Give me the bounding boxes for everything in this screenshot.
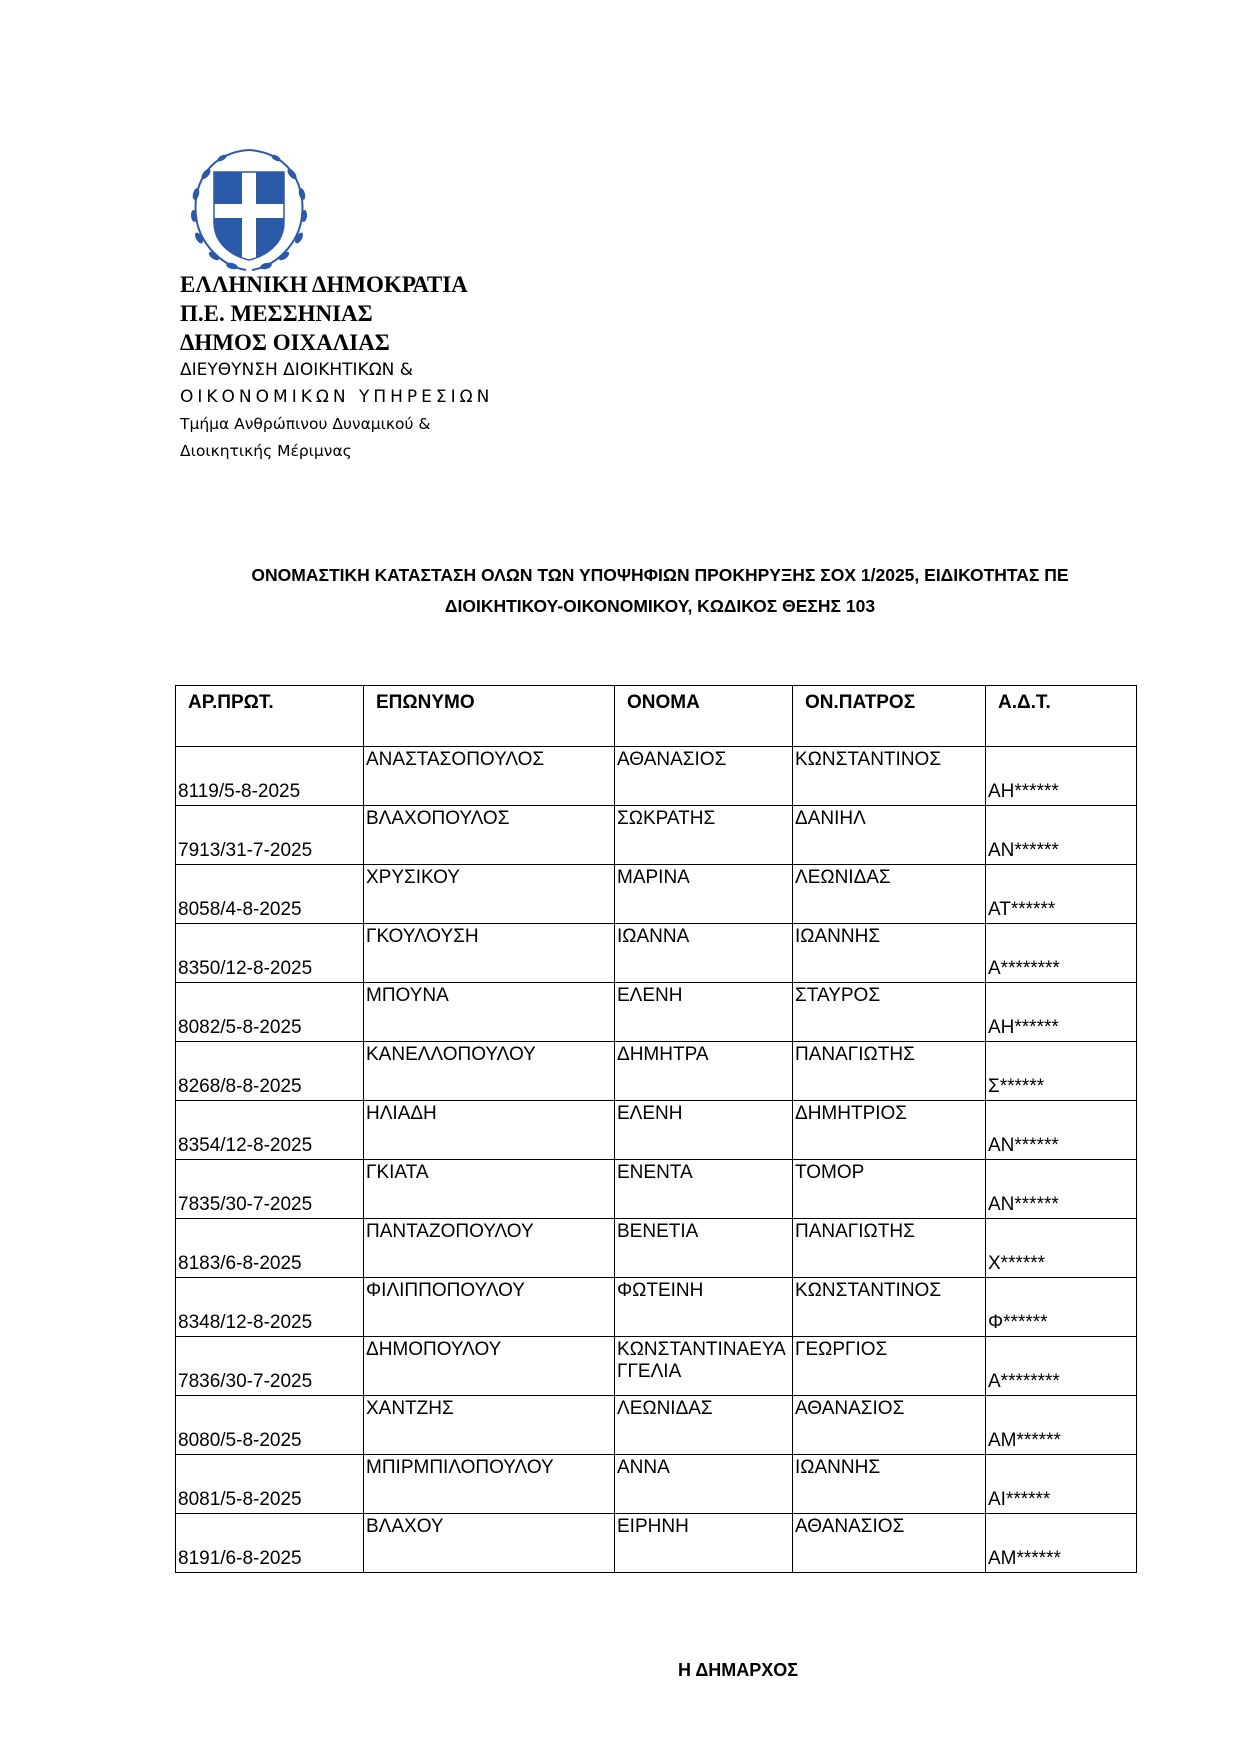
signature-mayor: Η ΔΗΜΑΡΧΟΣ [678,1660,799,1680]
table-row [176,1101,1137,1160]
cell-surname: ΓΚΙΑΤΑ [364,1160,615,1219]
header-surname: ΕΠΩΝΥΜΟ [364,686,615,747]
table-row [176,924,1137,983]
cell-name: ΦΩΤΕΙΝΗ [615,1278,793,1337]
table-row [176,1160,1137,1219]
cell-id-card: Φ****** [986,1278,1137,1337]
table-row [176,1514,1137,1573]
cell-surname: ΜΠΙΡΜΠΙΛΟΠΟΥΛΟΥ [364,1455,615,1514]
cell-name: ΜΑΡΙΝΑ [615,865,793,924]
document-title [120,560,1200,622]
cell-surname: ΒΛΑΧΟΠΟΥΛΟΣ [364,806,615,865]
cell-name: ΕΛΕΝΗ [615,1101,793,1160]
cell-name: ΑΝΝΑ [615,1455,793,1514]
cell-protocol: 8354/12-8-2025 [176,1101,364,1160]
cell-surname: ΦΙΛΙΠΠΟΠΟΥΛΟΥ [364,1278,615,1337]
greek-coat-of-arms-emblem [184,144,314,276]
cell-protocol: 7836/30-7-2025 [176,1337,364,1396]
header-protocol: ΑΡ.ΠΡΩΤ. [176,686,364,747]
directorate-line-1: ΔΙΕΥΘΥΝΣΗ ΔΙΟΙΚΗΤΙΚΩΝ & [180,360,414,380]
cell-surname: ΔΗΜΟΠΟΥΛΟΥ [364,1337,615,1396]
cell-father-name: ΔΗΜΗΤΡΙΟΣ [793,1101,986,1160]
cell-father-name: ΤΟΜΟΡ [793,1160,986,1219]
header-id-card: Α.Δ.Τ. [986,686,1137,747]
cell-father-name: ΑΘΑΝΑΣΙΟΣ [793,1396,986,1455]
cell-protocol: 8058/4-8-2025 [176,865,364,924]
cell-id-card: ΑΗ****** [986,983,1137,1042]
cell-surname: ΓΚΟΥΛΟΥΣΗ [364,924,615,983]
cell-id-card: ΑΗ****** [986,747,1137,806]
cell-surname: ΑΝΑΣΤΑΣΟΠΟΥΛΟΣ [364,747,615,806]
table-row [176,1337,1137,1396]
cell-father-name: ΔΑΝΙΗΛ [793,806,986,865]
cell-name: ΙΩΑΝΝΑ [615,924,793,983]
cell-protocol: 8348/12-8-2025 [176,1278,364,1337]
cell-father-name: ΛΕΩΝΙΔΑΣ [793,865,986,924]
cell-father-name: ΠΑΝΑΓΙΩΤΗΣ [793,1219,986,1278]
cell-protocol: 8183/6-8-2025 [176,1219,364,1278]
title-line-1: ΟΝΟΜΑΣΤΙΚΗ ΚΑΤΑΣΤΑΣΗ ΟΛΩΝ ΤΩΝ ΥΠΟΨΗΦΙΩΝ ΠΡΟΚΗΡΥΞΗΣ ΣΟΧ 1/2025, ΕΙΔΙΚΟΤΗΤΑΣ ΠΕ [251,565,1069,585]
cell-id-card: Α******** [986,924,1137,983]
cell-id-card: Χ****** [986,1219,1137,1278]
table-row [176,1042,1137,1101]
cell-name: ΑΘΑΝΑΣΙΟΣ [615,747,793,806]
cell-name: ΒΕΝΕΤΙΑ [615,1219,793,1278]
cell-name: ΔΗΜΗΤΡΑ [615,1042,793,1101]
cell-name: ΚΩΝΣΤΑΝΤΙΝΑΕΥΑΓΓΕΛΙΑ [615,1337,793,1396]
country-name: ΕΛΛΗΝΙΚΗ ΔΗΜΟΚΡΑΤΙΑ [180,272,468,297]
cell-id-card: ΑΝ****** [986,1160,1137,1219]
cell-protocol: 7913/31-7-2025 [176,806,364,865]
cell-name: ΕΛΕΝΗ [615,983,793,1042]
title-line-2: ΔΙΟΙΚΗΤΙΚΟΥ-ΟΙΚΟΝΟΜΙΚΟΥ, ΚΩΔΙΚΟΣ ΘΕΣΗΣ 103 [444,596,876,616]
office-line-2: Διοικητικής Μέριμνας [180,442,352,460]
cell-father-name: ΑΘΑΝΑΣΙΟΣ [793,1514,986,1573]
table-row [176,1219,1137,1278]
directorate-line-2: ΟΙΚΟΝΟΜΙΚΩΝ ΥΠΗΡΕΣΙΩΝ [180,387,494,407]
table-row [176,865,1137,924]
cell-name: ΕΙΡΗΝΗ [615,1514,793,1573]
cell-id-card: ΑΤ****** [986,865,1137,924]
cell-surname: ΒΛΑΧΟΥ [364,1514,615,1573]
issuer-header [180,270,493,465]
cell-protocol: 8119/5-8-2025 [176,747,364,806]
cell-id-card: ΑΝ****** [986,1101,1137,1160]
cell-father-name: ΚΩΝΣΤΑΝΤΙΝΟΣ [793,747,986,806]
cell-protocol: 8268/8-8-2025 [176,1042,364,1101]
cell-protocol: 8191/6-8-2025 [176,1514,364,1573]
cell-surname: ΧΡΥΣΙΚΟΥ [364,865,615,924]
cell-id-card: Σ****** [986,1042,1137,1101]
header-father-name: ΟΝ.ΠΑΤΡΟΣ [793,686,986,747]
table-row [176,983,1137,1042]
municipality: ΔΗΜΟΣ ΟΙΧΑΛΙΑΣ [180,330,390,355]
candidates-table [175,685,1137,1573]
cell-father-name: ΙΩΑΝΝΗΣ [793,924,986,983]
table-header-row [176,686,1137,747]
table-row [176,806,1137,865]
table-body [176,747,1137,1573]
cell-father-name: ΓΕΩΡΓΙΟΣ [793,1337,986,1396]
cell-father-name: ΙΩΑΝΝΗΣ [793,1455,986,1514]
cell-name: ΛΕΩΝΙΔΑΣ [615,1396,793,1455]
table-row [176,1396,1137,1455]
cell-surname: ΧΑΝΤΖΗΣ [364,1396,615,1455]
header-name: ΟΝΟΜΑ [615,686,793,747]
table-row [176,1455,1137,1514]
cell-father-name: ΚΩΝΣΤΑΝΤΙΝΟΣ [793,1278,986,1337]
regional-unit: Π.Ε. ΜΕΣΣΗΝΙΑΣ [180,301,373,326]
cell-id-card: ΑΙ****** [986,1455,1137,1514]
cell-surname: ΠΑΝΤΑΖΟΠΟΥΛΟΥ [364,1219,615,1278]
cell-father-name: ΣΤΑΥΡΟΣ [793,983,986,1042]
cell-name: ΕΝΕΝΤΑ [615,1160,793,1219]
cell-surname: ΜΠΟΥΝΑ [364,983,615,1042]
cell-surname: ΗΛΙΑΔΗ [364,1101,615,1160]
cell-protocol: 8080/5-8-2025 [176,1396,364,1455]
office-line-1: Τμήμα Ανθρώπινου Δυναμικού & [180,415,431,433]
cell-id-card: Α******** [986,1337,1137,1396]
cell-id-card: ΑΝ****** [986,806,1137,865]
table-row [176,747,1137,806]
cell-protocol: 8081/5-8-2025 [176,1455,364,1514]
cell-protocol: 7835/30-7-2025 [176,1160,364,1219]
cell-surname: ΚΑΝΕΛΛΟΠΟΥΛΟΥ [364,1042,615,1101]
cell-name: ΣΩΚΡΑΤΗΣ [615,806,793,865]
cell-father-name: ΠΑΝΑΓΙΩΤΗΣ [793,1042,986,1101]
table-row [176,1278,1137,1337]
cell-protocol: 8350/12-8-2025 [176,924,364,983]
cell-id-card: ΑΜ****** [986,1396,1137,1455]
cell-id-card: ΑΜ****** [986,1514,1137,1573]
cell-protocol: 8082/5-8-2025 [176,983,364,1042]
